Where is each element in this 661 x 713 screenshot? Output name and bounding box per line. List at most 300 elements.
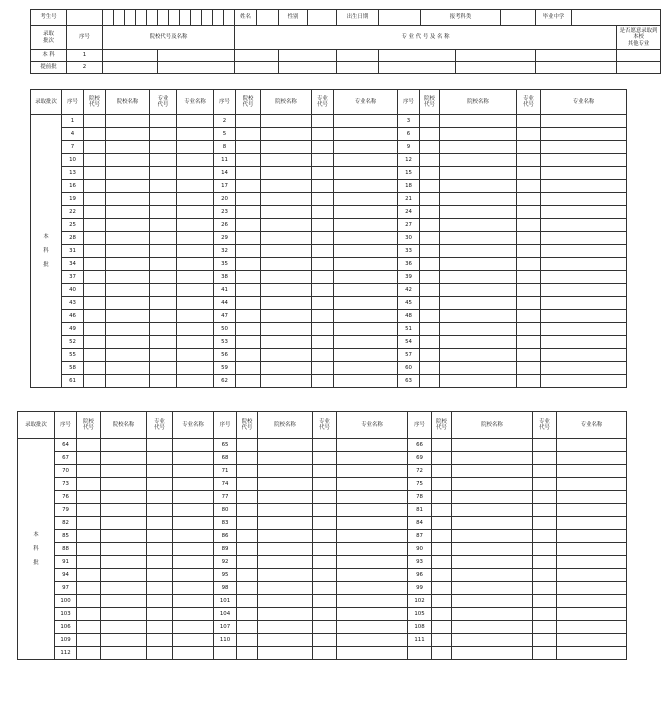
major-code-cell[interactable] <box>533 452 557 465</box>
major-code-cell[interactable] <box>313 582 337 595</box>
college-code-cell[interactable] <box>420 115 440 128</box>
major-code-cell[interactable] <box>150 284 177 297</box>
major-code-cell[interactable] <box>147 530 173 543</box>
college-code-cell[interactable] <box>236 323 261 336</box>
major-name-cell[interactable] <box>334 128 398 141</box>
major-code-cell[interactable] <box>517 336 541 349</box>
major-code-cell[interactable] <box>312 128 334 141</box>
major-code-cell[interactable] <box>312 258 334 271</box>
major-code-cell[interactable] <box>150 375 177 388</box>
major-name-cell[interactable] <box>541 193 627 206</box>
college-code-cell[interactable] <box>420 141 440 154</box>
major-name-cell[interactable] <box>177 232 214 245</box>
major-code-cell[interactable] <box>147 491 173 504</box>
college-code-cell[interactable] <box>237 439 258 452</box>
college-code-cell[interactable] <box>237 569 258 582</box>
college-name-cell[interactable] <box>440 141 517 154</box>
college-name-cell[interactable] <box>440 271 517 284</box>
major-name-cell[interactable] <box>541 115 627 128</box>
gender-cell[interactable] <box>308 10 337 26</box>
college-name-cell[interactable] <box>261 180 312 193</box>
college-code-cell[interactable] <box>237 504 258 517</box>
major-code-cell[interactable] <box>150 258 177 271</box>
accept-adjust-cell[interactable] <box>617 62 661 74</box>
college-code-cell[interactable] <box>103 50 158 62</box>
college-code-cell[interactable] <box>432 491 452 504</box>
college-name-cell[interactable] <box>440 375 517 388</box>
major-code-cell[interactable] <box>312 141 334 154</box>
college-name-cell[interactable] <box>261 219 312 232</box>
college-name-cell[interactable] <box>452 517 533 530</box>
college-name-cell[interactable] <box>106 258 150 271</box>
college-name-cell[interactable] <box>440 128 517 141</box>
college-name-cell[interactable] <box>261 271 312 284</box>
college-code-cell[interactable] <box>84 336 106 349</box>
major-code-cell[interactable] <box>517 128 541 141</box>
college-name-cell[interactable] <box>106 115 150 128</box>
college-code-cell[interactable] <box>420 362 440 375</box>
major-name-cell[interactable] <box>337 582 408 595</box>
major-name-cell[interactable] <box>334 180 398 193</box>
major-name-cell[interactable] <box>536 50 617 62</box>
exam-no-digit[interactable] <box>180 10 191 26</box>
college-code-cell[interactable] <box>84 323 106 336</box>
college-code-cell[interactable] <box>236 193 261 206</box>
major-name-cell[interactable] <box>541 323 627 336</box>
major-code-cell[interactable] <box>517 310 541 323</box>
major-code-cell[interactable] <box>533 478 557 491</box>
college-code-cell[interactable] <box>420 167 440 180</box>
major-code-cell[interactable] <box>313 595 337 608</box>
college-name-cell[interactable] <box>440 167 517 180</box>
college-code-cell[interactable] <box>84 128 106 141</box>
major-code-cell[interactable] <box>150 232 177 245</box>
major-code-cell[interactable] <box>533 608 557 621</box>
college-name-cell[interactable] <box>452 582 533 595</box>
college-name-cell[interactable] <box>261 167 312 180</box>
college-name-cell[interactable] <box>261 154 312 167</box>
college-name-cell[interactable] <box>258 478 313 491</box>
college-name-cell[interactable] <box>258 543 313 556</box>
college-code-cell[interactable] <box>420 128 440 141</box>
college-name-cell[interactable] <box>452 556 533 569</box>
college-code-cell[interactable] <box>236 284 261 297</box>
college-name-cell[interactable] <box>106 206 150 219</box>
college-name-cell[interactable] <box>452 439 533 452</box>
major-code-cell[interactable] <box>150 323 177 336</box>
college-name-cell[interactable] <box>101 621 147 634</box>
college-name-cell[interactable] <box>452 530 533 543</box>
college-code-cell[interactable] <box>237 517 258 530</box>
major-name-cell[interactable] <box>177 245 214 258</box>
college-code-cell[interactable] <box>236 206 261 219</box>
major-code-cell[interactable] <box>533 439 557 452</box>
major-name-cell[interactable] <box>177 310 214 323</box>
college-name-cell[interactable] <box>452 608 533 621</box>
major-name-cell[interactable] <box>334 362 398 375</box>
college-code-cell[interactable] <box>77 608 101 621</box>
major-name-cell[interactable] <box>334 349 398 362</box>
major-code-cell[interactable] <box>150 349 177 362</box>
major-name-cell[interactable] <box>173 647 214 660</box>
major-code-cell[interactable] <box>312 375 334 388</box>
college-name-cell[interactable] <box>440 362 517 375</box>
college-name-cell[interactable] <box>261 362 312 375</box>
major-name-cell[interactable] <box>177 375 214 388</box>
major-name-cell[interactable] <box>334 115 398 128</box>
college-name-cell[interactable] <box>261 349 312 362</box>
school-cell[interactable] <box>572 10 661 26</box>
college-name-cell[interactable] <box>452 491 533 504</box>
college-name-cell[interactable] <box>106 141 150 154</box>
college-code-cell[interactable] <box>420 232 440 245</box>
college-code-cell[interactable] <box>432 647 452 660</box>
college-name-cell[interactable] <box>440 258 517 271</box>
college-code-cell[interactable] <box>77 634 101 647</box>
major-code-cell[interactable] <box>313 504 337 517</box>
college-code-cell[interactable] <box>236 375 261 388</box>
major-code-cell[interactable] <box>313 491 337 504</box>
college-code-cell[interactable] <box>420 180 440 193</box>
college-code-cell[interactable] <box>103 62 158 74</box>
college-name-cell[interactable] <box>258 647 313 660</box>
name-cell[interactable] <box>257 10 279 26</box>
major-code-cell[interactable] <box>517 154 541 167</box>
college-code-cell[interactable] <box>432 595 452 608</box>
major-code-cell[interactable] <box>312 349 334 362</box>
exam-no-digit[interactable] <box>213 10 224 26</box>
college-code-cell[interactable] <box>77 491 101 504</box>
major-code-cell[interactable] <box>312 167 334 180</box>
college-name-cell[interactable] <box>452 452 533 465</box>
major-name-cell[interactable] <box>177 141 214 154</box>
major-code-cell[interactable] <box>533 530 557 543</box>
college-code-cell[interactable] <box>420 310 440 323</box>
major-name-cell[interactable] <box>334 206 398 219</box>
college-code-cell[interactable] <box>420 336 440 349</box>
college-name-cell[interactable] <box>106 167 150 180</box>
college-name-cell[interactable] <box>261 297 312 310</box>
major-name-cell[interactable] <box>173 439 214 452</box>
major-code-cell[interactable] <box>517 206 541 219</box>
major-name-cell[interactable] <box>173 556 214 569</box>
college-code-cell[interactable] <box>84 141 106 154</box>
major-code-cell[interactable] <box>517 193 541 206</box>
major-code-cell[interactable] <box>235 62 279 74</box>
college-code-cell[interactable] <box>420 349 440 362</box>
major-name-cell[interactable] <box>337 634 408 647</box>
major-name-cell[interactable] <box>557 569 627 582</box>
college-name-cell[interactable] <box>440 284 517 297</box>
major-name-cell[interactable] <box>557 608 627 621</box>
major-code-cell[interactable] <box>517 297 541 310</box>
major-code-cell[interactable] <box>533 491 557 504</box>
college-name-cell[interactable] <box>101 491 147 504</box>
college-name-cell[interactable] <box>106 349 150 362</box>
major-code-cell[interactable] <box>517 258 541 271</box>
college-code-cell[interactable] <box>237 634 258 647</box>
major-code-cell[interactable] <box>313 556 337 569</box>
major-name-cell[interactable] <box>173 491 214 504</box>
college-code-cell[interactable] <box>237 465 258 478</box>
college-code-cell[interactable] <box>236 271 261 284</box>
college-name-cell[interactable] <box>101 465 147 478</box>
major-name-cell[interactable] <box>541 362 627 375</box>
major-code-cell[interactable] <box>517 167 541 180</box>
major-code-cell[interactable] <box>517 180 541 193</box>
college-code-cell[interactable] <box>432 439 452 452</box>
major-name-cell[interactable] <box>177 180 214 193</box>
major-code-cell[interactable] <box>533 634 557 647</box>
college-code-cell[interactable] <box>84 232 106 245</box>
major-code-cell[interactable] <box>312 154 334 167</box>
major-name-cell[interactable] <box>173 569 214 582</box>
major-name-cell[interactable] <box>536 62 617 74</box>
major-code-cell[interactable] <box>147 439 173 452</box>
major-name-cell[interactable] <box>541 141 627 154</box>
college-code-cell[interactable] <box>84 297 106 310</box>
major-name-cell[interactable] <box>334 310 398 323</box>
major-name-cell[interactable] <box>334 336 398 349</box>
major-name-cell[interactable] <box>173 634 214 647</box>
major-name-cell[interactable] <box>177 284 214 297</box>
major-name-cell[interactable] <box>541 206 627 219</box>
major-name-cell[interactable] <box>541 245 627 258</box>
college-name-cell[interactable] <box>258 569 313 582</box>
college-code-cell[interactable] <box>84 193 106 206</box>
major-code-cell[interactable] <box>533 621 557 634</box>
major-name-cell[interactable] <box>173 478 214 491</box>
major-code-cell[interactable] <box>147 582 173 595</box>
college-code-cell[interactable] <box>236 219 261 232</box>
college-name-cell[interactable] <box>440 206 517 219</box>
major-name-cell[interactable] <box>557 556 627 569</box>
college-name-cell[interactable] <box>440 310 517 323</box>
major-name-cell[interactable] <box>337 569 408 582</box>
college-name-cell[interactable] <box>261 193 312 206</box>
college-code-cell[interactable] <box>420 258 440 271</box>
college-name-cell[interactable] <box>440 349 517 362</box>
major-name-cell[interactable] <box>177 167 214 180</box>
college-name-cell[interactable] <box>261 323 312 336</box>
major-name-cell[interactable] <box>557 634 627 647</box>
major-code-cell[interactable] <box>533 543 557 556</box>
college-name-cell[interactable] <box>101 647 147 660</box>
college-code-cell[interactable] <box>236 180 261 193</box>
major-name-cell[interactable] <box>541 271 627 284</box>
college-name-cell[interactable] <box>440 297 517 310</box>
college-name-cell[interactable] <box>258 621 313 634</box>
college-code-cell[interactable] <box>77 595 101 608</box>
college-code-cell[interactable] <box>236 310 261 323</box>
major-code-cell[interactable] <box>150 128 177 141</box>
college-code-cell[interactable] <box>84 219 106 232</box>
major-name-cell[interactable] <box>279 62 337 74</box>
major-name-cell[interactable] <box>177 258 214 271</box>
college-name-cell[interactable] <box>258 608 313 621</box>
college-code-cell[interactable] <box>432 634 452 647</box>
college-name-cell[interactable] <box>261 115 312 128</box>
college-code-cell[interactable] <box>420 193 440 206</box>
college-code-cell[interactable] <box>84 167 106 180</box>
college-name-cell[interactable] <box>101 452 147 465</box>
college-name-cell[interactable] <box>106 271 150 284</box>
college-name-cell[interactable] <box>106 219 150 232</box>
college-name-cell[interactable] <box>258 530 313 543</box>
college-code-cell[interactable] <box>237 530 258 543</box>
major-code-cell[interactable] <box>147 452 173 465</box>
college-name-cell[interactable] <box>106 297 150 310</box>
college-name-cell[interactable] <box>258 582 313 595</box>
college-code-cell[interactable] <box>432 452 452 465</box>
college-name-cell[interactable] <box>440 193 517 206</box>
major-name-cell[interactable] <box>337 478 408 491</box>
college-name-cell[interactable] <box>452 465 533 478</box>
major-name-cell[interactable] <box>334 284 398 297</box>
major-code-cell[interactable] <box>150 297 177 310</box>
college-code-cell[interactable] <box>237 595 258 608</box>
major-name-cell[interactable] <box>541 310 627 323</box>
college-name-cell[interactable] <box>440 180 517 193</box>
college-code-cell[interactable] <box>77 621 101 634</box>
major-code-cell[interactable] <box>517 245 541 258</box>
major-name-cell[interactable] <box>177 128 214 141</box>
major-code-cell[interactable] <box>147 543 173 556</box>
major-name-cell[interactable] <box>541 128 627 141</box>
exam-no-digit[interactable] <box>158 10 169 26</box>
major-name-cell[interactable] <box>557 478 627 491</box>
major-code-cell[interactable] <box>147 595 173 608</box>
college-name-cell[interactable] <box>440 336 517 349</box>
college-code-cell[interactable] <box>84 310 106 323</box>
major-name-cell[interactable] <box>173 517 214 530</box>
major-code-cell[interactable] <box>313 647 337 660</box>
college-code-cell[interactable] <box>420 323 440 336</box>
college-code-cell[interactable] <box>236 167 261 180</box>
major-code-cell[interactable] <box>517 232 541 245</box>
college-code-cell[interactable] <box>77 504 101 517</box>
college-code-cell[interactable] <box>77 517 101 530</box>
major-code-cell[interactable] <box>150 245 177 258</box>
college-name-cell[interactable] <box>106 180 150 193</box>
major-name-cell[interactable] <box>541 180 627 193</box>
college-name-cell[interactable] <box>258 517 313 530</box>
major-name-cell[interactable] <box>557 621 627 634</box>
major-code-cell[interactable] <box>456 50 536 62</box>
major-code-cell[interactable] <box>533 504 557 517</box>
college-name-cell[interactable] <box>158 50 235 62</box>
college-code-cell[interactable] <box>432 465 452 478</box>
major-name-cell[interactable] <box>177 323 214 336</box>
college-name-cell[interactable] <box>101 582 147 595</box>
college-name-cell[interactable] <box>106 323 150 336</box>
major-code-cell[interactable] <box>147 517 173 530</box>
major-code-cell[interactable] <box>150 219 177 232</box>
college-name-cell[interactable] <box>258 556 313 569</box>
major-name-cell[interactable] <box>177 206 214 219</box>
exam-no-digit[interactable] <box>103 10 114 26</box>
college-code-cell[interactable] <box>237 543 258 556</box>
major-name-cell[interactable] <box>334 375 398 388</box>
college-name-cell[interactable] <box>261 141 312 154</box>
major-name-cell[interactable] <box>173 504 214 517</box>
major-code-cell[interactable] <box>147 465 173 478</box>
major-name-cell[interactable] <box>557 530 627 543</box>
major-name-cell[interactable] <box>557 504 627 517</box>
college-code-cell[interactable] <box>84 271 106 284</box>
major-code-cell[interactable] <box>147 608 173 621</box>
major-name-cell[interactable] <box>557 647 627 660</box>
major-name-cell[interactable] <box>334 141 398 154</box>
major-name-cell[interactable] <box>557 465 627 478</box>
major-name-cell[interactable] <box>557 595 627 608</box>
college-name-cell[interactable] <box>101 517 147 530</box>
college-code-cell[interactable] <box>432 621 452 634</box>
college-name-cell[interactable] <box>101 504 147 517</box>
major-name-cell[interactable] <box>557 452 627 465</box>
college-name-cell[interactable] <box>258 465 313 478</box>
college-code-cell[interactable] <box>84 115 106 128</box>
major-code-cell[interactable] <box>150 336 177 349</box>
college-code-cell[interactable] <box>237 621 258 634</box>
college-name-cell[interactable] <box>258 595 313 608</box>
major-code-cell[interactable] <box>312 193 334 206</box>
major-name-cell[interactable] <box>557 491 627 504</box>
major-name-cell[interactable] <box>337 439 408 452</box>
major-code-cell[interactable] <box>313 465 337 478</box>
college-code-cell[interactable] <box>77 543 101 556</box>
major-name-cell[interactable] <box>279 50 337 62</box>
major-name-cell[interactable] <box>173 465 214 478</box>
college-name-cell[interactable] <box>101 634 147 647</box>
college-name-cell[interactable] <box>261 258 312 271</box>
college-code-cell[interactable] <box>84 180 106 193</box>
college-code-cell[interactable] <box>84 206 106 219</box>
college-code-cell[interactable] <box>77 478 101 491</box>
college-code-cell[interactable] <box>84 362 106 375</box>
exam-no-digit[interactable] <box>202 10 213 26</box>
major-name-cell[interactable] <box>557 582 627 595</box>
major-code-cell[interactable] <box>150 167 177 180</box>
college-code-cell[interactable] <box>420 154 440 167</box>
major-name-cell[interactable] <box>541 232 627 245</box>
college-name-cell[interactable] <box>106 375 150 388</box>
major-code-cell[interactable] <box>313 439 337 452</box>
college-code-cell[interactable] <box>432 569 452 582</box>
major-name-cell[interactable] <box>177 154 214 167</box>
major-code-cell[interactable] <box>533 582 557 595</box>
college-code-cell[interactable] <box>77 569 101 582</box>
birthdate-cell[interactable] <box>379 10 421 26</box>
college-code-cell[interactable] <box>420 206 440 219</box>
college-name-cell[interactable] <box>261 284 312 297</box>
major-name-cell[interactable] <box>337 517 408 530</box>
major-name-cell[interactable] <box>541 258 627 271</box>
major-name-cell[interactable] <box>173 452 214 465</box>
college-code-cell[interactable] <box>237 608 258 621</box>
major-code-cell[interactable] <box>150 310 177 323</box>
exam-no-cell[interactable] <box>67 10 103 26</box>
major-code-cell[interactable] <box>312 310 334 323</box>
college-name-cell[interactable] <box>440 323 517 336</box>
college-name-cell[interactable] <box>261 310 312 323</box>
major-name-cell[interactable] <box>173 530 214 543</box>
major-code-cell[interactable] <box>312 336 334 349</box>
major-code-cell[interactable] <box>147 478 173 491</box>
college-code-cell[interactable] <box>420 284 440 297</box>
major-name-cell[interactable] <box>334 219 398 232</box>
major-name-cell[interactable] <box>541 336 627 349</box>
